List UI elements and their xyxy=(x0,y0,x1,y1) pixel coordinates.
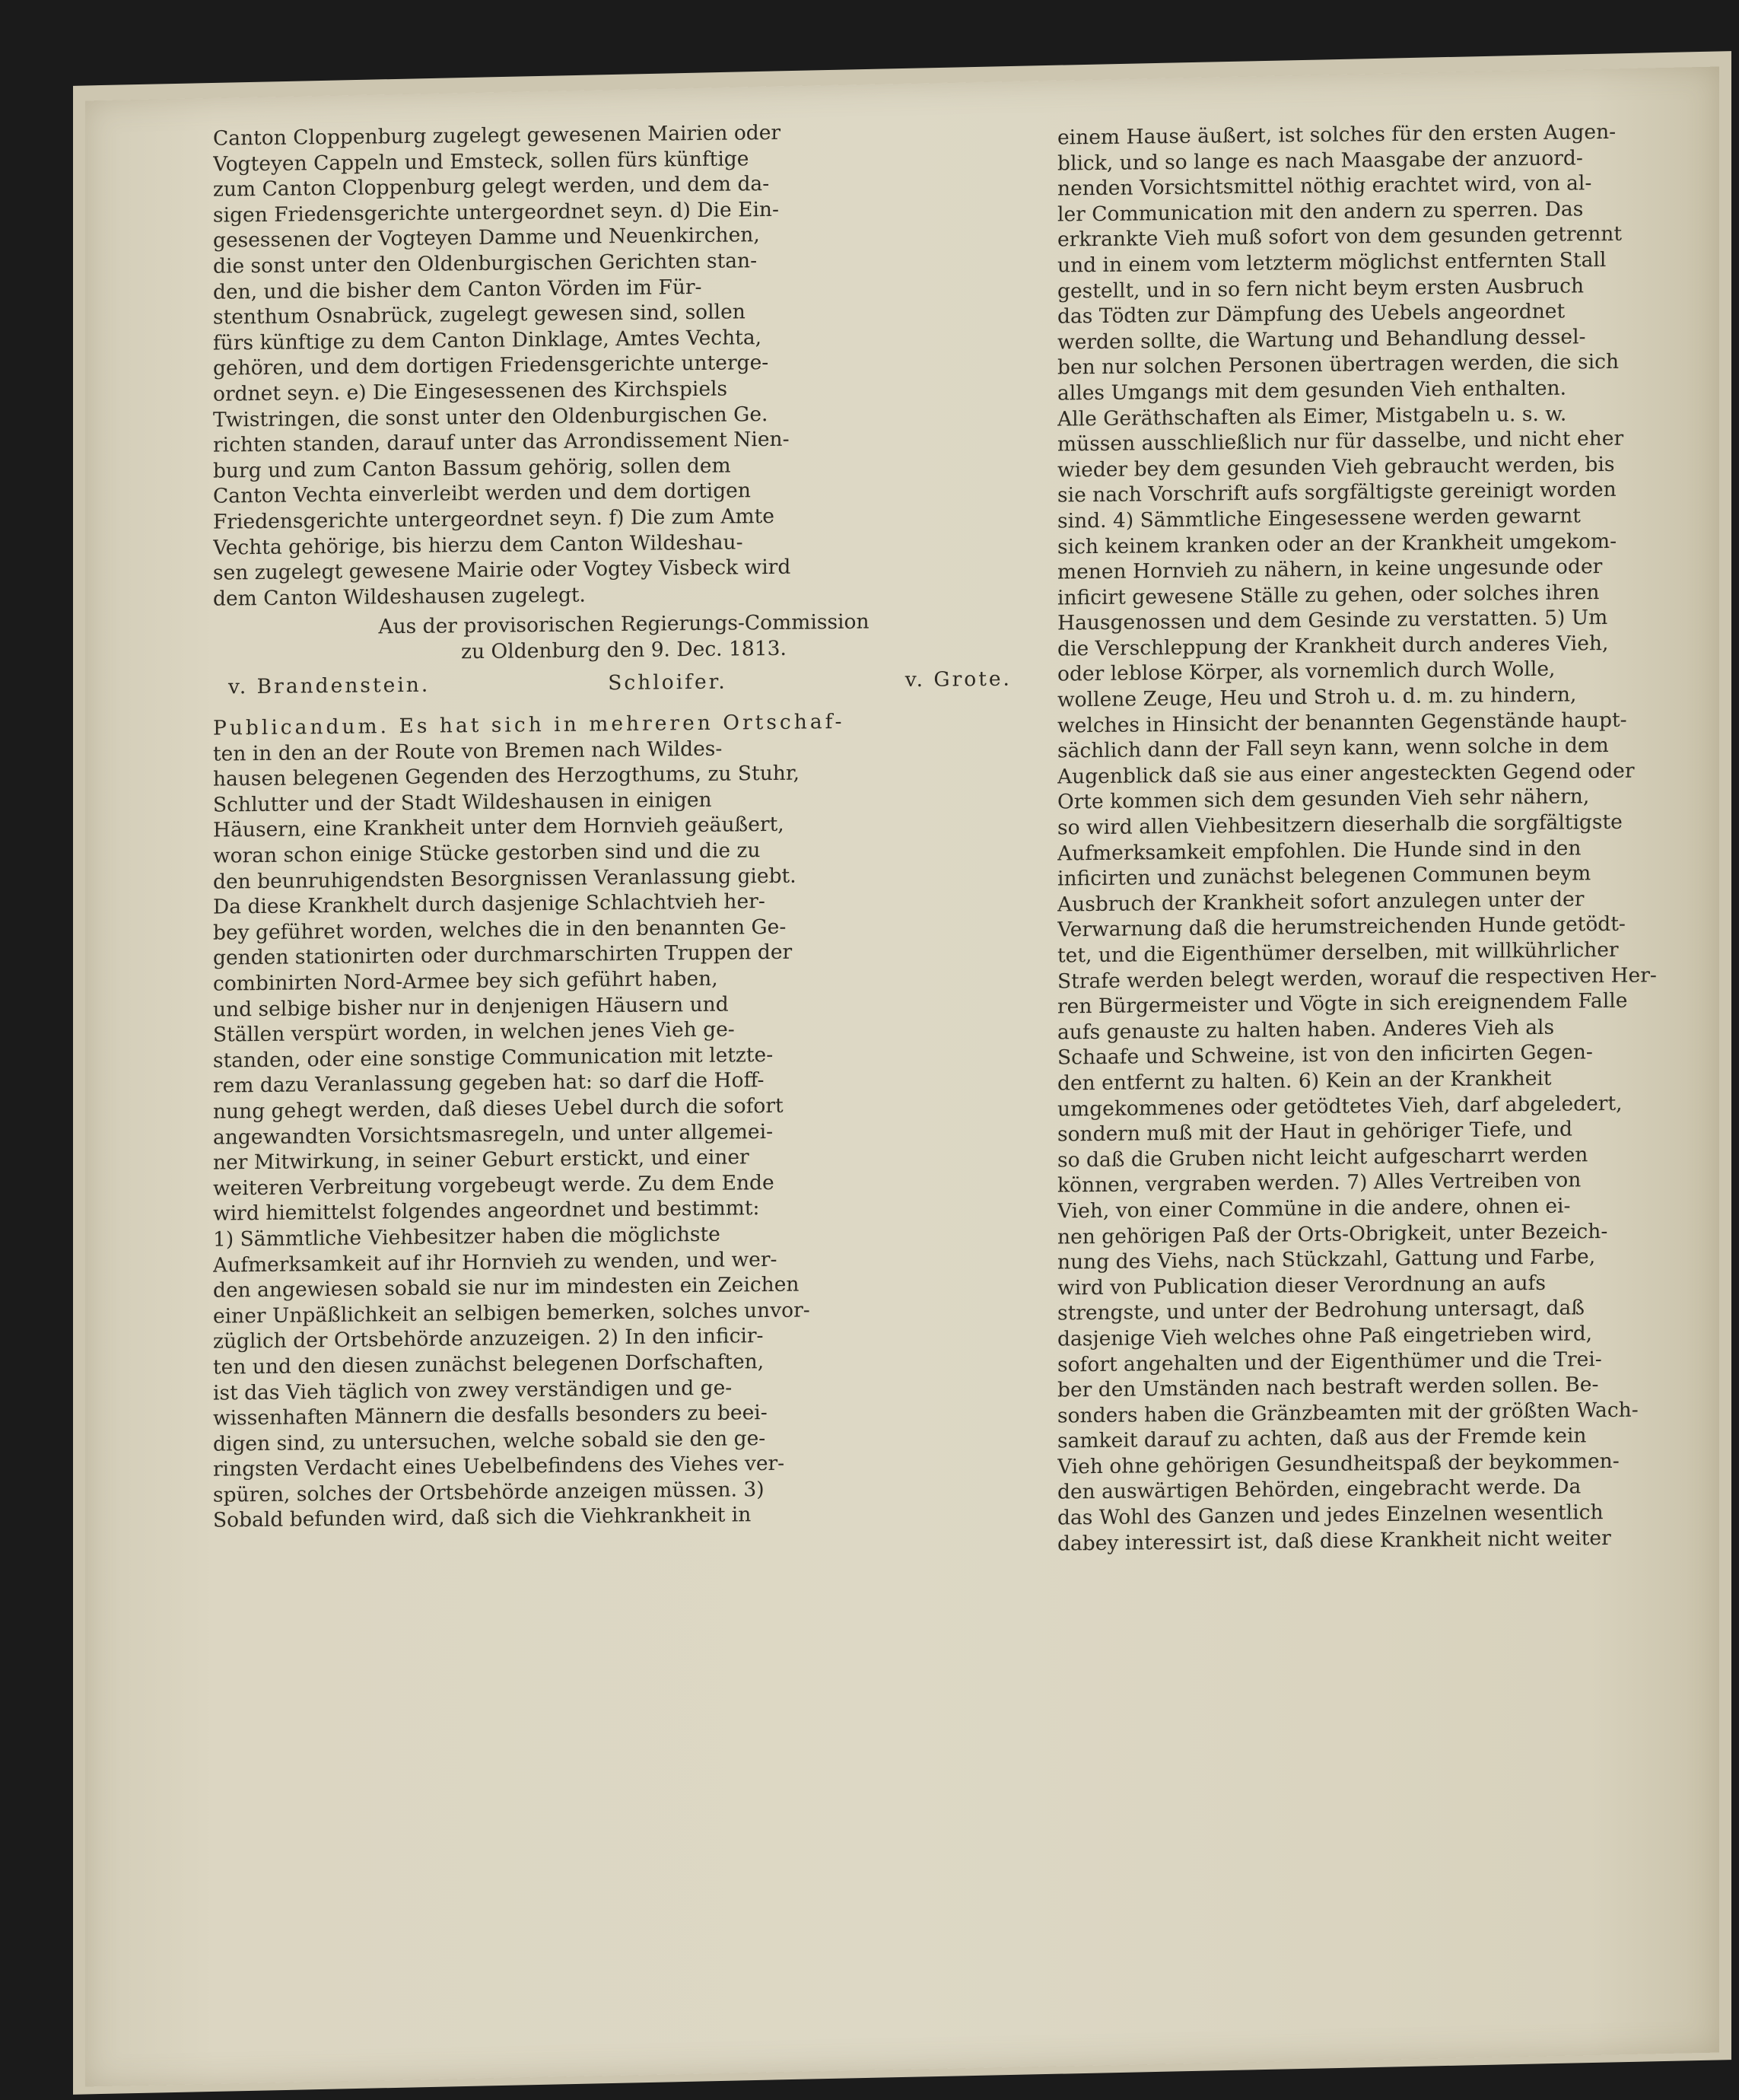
text-line: oder leblose Körper, als vornemlich durch Wolle, xyxy=(1057,657,1556,687)
text-line: samkeit darauf zu achten, daß aus der Fremde kein xyxy=(1057,1424,1587,1453)
text-line: strengste, und unter der Bedrohung untersagt, daß xyxy=(1057,1296,1585,1325)
text-line: Friedensgerichte untergeordnet seyn. f) Die zum Amte xyxy=(213,504,774,534)
text-line: dem Canton Wildeshausen zugelegt. xyxy=(213,583,586,611)
text-line: Schlutter und der Stadt Wildeshausen in einigen xyxy=(213,788,712,817)
text-line: nenden Vorsichtsmittel nöthig erachtet wird, von al- xyxy=(1057,171,1592,201)
text-line: Canton Vechta einverleibt werden und dem dortigen xyxy=(213,479,751,508)
text-line: gehören, und dem dortigen Friedensgerichte unterge- xyxy=(213,351,769,380)
right-column xyxy=(1057,118,1719,1556)
text-line: nung gehegt werden, daß dieses Uebel durch die sofort xyxy=(213,1093,784,1124)
text-line: Vieh, von einer Commüne in die andere, ohnen ei- xyxy=(1057,1194,1571,1223)
text-line: ber den Umständen nach bestraft werden sollen. Be- xyxy=(1057,1373,1599,1402)
text-line: nen gehörigen Paß der Orts-Obrigkeit, unter Bezeich- xyxy=(1057,1219,1608,1249)
text-line: ordnet seyn. e) Die Eingesessenen des Kirchspiels xyxy=(213,377,728,406)
text-line: weiteren Verbreitung vorgebeugt werde. Zu dem Ende xyxy=(213,1170,774,1201)
text-line: rem dazu Veranlassung gegeben hat: so darf die Hoff- xyxy=(213,1068,765,1099)
text-line: digen sind, zu untersuchen, welche sobald sie den ge- xyxy=(213,1426,766,1456)
text-line: sofort angehalten und der Eigenthümer und die Trei- xyxy=(1057,1347,1602,1377)
text-line: die Verschleppung der Krankheit durch anderes Vieh, xyxy=(1057,631,1609,661)
text-line: Publicandum. Es hat sich in mehreren Ortschaf- xyxy=(213,710,845,740)
text-line: inficirt gewesene Ställe zu gehen, oder solches ihren xyxy=(1057,580,1600,610)
text-line: zum Canton Cloppenburg gelegt werden, und dem da- xyxy=(213,172,770,202)
text-line: ler Communication mit den andern zu sperren. Das xyxy=(1057,197,1584,227)
text-line: 1) Sämmtliche Viehbesitzer haben die möglichste xyxy=(213,1222,720,1252)
text-line: sächlich dann der Fall seyn kann, wenn solche in dem xyxy=(1057,733,1609,763)
text-line: dasjenige Vieh welches ohne Paß eingetrieben wird, xyxy=(1057,1322,1593,1351)
text-line: aufs genauste zu halten haben. Anderes Vieh als xyxy=(1057,1015,1555,1045)
text-line: Hausgenossen und dem Gesinde zu verstatten. 5) Um xyxy=(1057,606,1608,635)
attribution-date: zu Oldenburg den 9. Dec. 1813. xyxy=(461,636,787,664)
text-line: ner Mitwirkung, in seiner Geburt erstickt, und einer xyxy=(213,1145,749,1175)
text-line: können, vergraben werden. 7) Alles Vertreiben von xyxy=(1057,1168,1582,1198)
text-line: sonders haben die Gränzbeamten mit der größten Wach- xyxy=(1057,1398,1639,1428)
text-line: das Tödten zur Dämpfung des Uebels angeordnet xyxy=(1057,299,1566,329)
text-line: welches in Hinsicht der benannten Gegenstände haupt- xyxy=(1057,708,1627,738)
text-line: den, und die bisher dem Canton Vörden im Für- xyxy=(213,275,702,304)
text-line: genden stationirten oder durchmarschirten Truppen der xyxy=(213,940,793,971)
text-line: ren Bürgermeister und Vögte in sich ereignendem Falle xyxy=(1057,988,1628,1019)
text-line: ten und den diesen zunächst belegenen Dorfschaften, xyxy=(213,1349,765,1379)
text-line: dabey interessirt ist, daß diese Krankheit nicht weiter xyxy=(1057,1526,1611,1556)
paragraph-publicandum xyxy=(213,707,1035,1533)
text-line: sich keinem kranken oder an der Krankheit umgekom- xyxy=(1057,529,1617,559)
commission-attribution xyxy=(213,608,1035,667)
left-column xyxy=(213,117,1035,1533)
text-line: umgekommenes oder getödtetes Vieh, darf abgeledert, xyxy=(1057,1091,1623,1122)
text-line: burg und zum Canton Bassum gehörig, sollen dem xyxy=(213,453,731,483)
text-line: gestellt, und in so fern nicht beym ersten Ausbruch xyxy=(1057,273,1585,304)
text-line: das Wohl des Ganzen und jedes Einzelnen wesentlich xyxy=(1057,1500,1604,1530)
text-line: Aufmerksamkeit empfohlen. Die Hunde sind in den xyxy=(1057,835,1582,866)
text-line: woran schon einige Stücke gestorben sind und die zu xyxy=(213,838,761,868)
text-line: stenthum Osnabrück, zugelegt gewesen sind, sollen xyxy=(213,300,746,329)
text-line: den angewiesen sobald sie nur im mindesten ein Zeichen xyxy=(213,1272,800,1303)
text-line: menen Hornvieh zu nähern, in keine ungesunde oder xyxy=(1057,555,1603,584)
text-line: sigen Friedensgerichte untergeordnet seyn. d) Die Ein- xyxy=(213,197,779,228)
text-line: spüren, solches der Ortsbehörde anzeigen müssen. 3) xyxy=(213,1477,765,1507)
text-line: sie nach Vorschrift aufs sorgfältigste gereinigt worden xyxy=(1057,478,1617,508)
text-line: wird hiemittelst folgendes angeordnet und bestimmt: xyxy=(213,1196,760,1226)
signatories xyxy=(228,667,1012,700)
text-line: die sonst unter den Oldenburgischen Gerichten stan- xyxy=(213,249,758,278)
text-line: sind. 4) Sämmtliche Eingesessene werden gewarnt xyxy=(1057,504,1581,533)
text-line: ten in den an der Route von Bremen nach Wildes- xyxy=(213,737,723,766)
text-line: Vieh ohne gehörigen Gesundheitspaß der beykommen- xyxy=(1057,1449,1620,1479)
text-line: züglich der Ortsbehörde anzuzeigen. 2) In den inficir- xyxy=(213,1324,764,1354)
text-line: so daß die Gruben nicht leicht aufgescharrt werden xyxy=(1057,1143,1588,1172)
text-line: Schaafe und Schweine, ist von den inficirten Gegen- xyxy=(1057,1040,1593,1070)
text-line: Sobald befunden wird, daß sich die Viehkrankheit in xyxy=(213,1503,752,1533)
signer-schloifer: Schloifer. xyxy=(608,670,727,695)
text-line: wird von Publication dieser Verordnung an aufs xyxy=(1057,1271,1546,1300)
text-line: Häusern, eine Krankheit unter dem Hornvieh geäußert, xyxy=(213,813,784,843)
text-line: richten standen, darauf unter das Arrondissement Nien- xyxy=(213,427,790,457)
text-line: Orte kommen sich dem gesunden Vieh sehr nähern, xyxy=(1057,784,1590,814)
attribution-line: Aus der provisorischen Regierungs-Commission xyxy=(378,609,870,639)
text-line: einer Unpäßlichkeit an selbigen bemerken, solches unvor- xyxy=(213,1298,810,1328)
text-line: Da diese Krankhelt durch dasjenige Schlachtvieh her- xyxy=(213,889,765,919)
signer-brandenstein: v. Brandenstein. xyxy=(228,673,431,699)
text-line: fürs künftige zu dem Canton Dinklage, Amtes Vechta, xyxy=(213,325,762,355)
text-line: sondern muß mit der Haut in gehöriger Tiefe, und xyxy=(1057,1117,1572,1147)
text-line: Strafe werden belegt werden, worauf die respectiven Her- xyxy=(1057,963,1657,994)
text-line: bey geführet worden, welches die in den benannten Ge- xyxy=(213,915,787,945)
text-line: und in einem vom letzterm möglichst entfernten Stall xyxy=(1057,247,1607,278)
text-line: Ställen verspürt worden, in welchen jenes Vieh ge- xyxy=(213,1017,735,1047)
text-line: Alle Geräthschaften als Eimer, Mistgabeln u. s. w. xyxy=(1057,402,1567,431)
text-line: Augenblick daß sie aus einer angesteckten Gegend oder xyxy=(1057,759,1635,789)
text-line: Vogteyen Cappeln und Emsteck, sollen fürs künftige xyxy=(213,146,749,177)
text-line: den auswärtigen Behörden, eingebracht werde. Da xyxy=(1057,1475,1582,1505)
text-line: alles Umgangs mit dem gesunden Vieh enthalten. xyxy=(1057,376,1567,406)
text-line: Ausbruch der Krankheit sofort anzulegen unter der xyxy=(1057,887,1585,917)
text-line: erkrankte Vieh muß sofort von dem gesunden getrennt xyxy=(1057,222,1623,252)
text-line: und selbige bisher nur in denjenigen Häusern und xyxy=(213,992,729,1022)
text-line: wissenhaften Männern die desfalls besonders zu beei- xyxy=(213,1401,768,1430)
text-line: Aufmerksamkeit auf ihr Hornvieh zu wenden, und wer- xyxy=(213,1247,777,1278)
text-line: Twistringen, die sonst unter den Oldenburgischen Ge. xyxy=(213,402,768,432)
text-line: wieder bey dem gesunden Vieh gebraucht werden, bis xyxy=(1057,452,1615,482)
text-line: tet, und die Eigenthümer derselben, mit willkührlicher xyxy=(1057,937,1619,968)
text-line: Verwarnung daß die herumstreichenden Hunde getödt- xyxy=(1057,912,1626,942)
text-line: inficirten und zunächst belegenen Communen beym xyxy=(1057,861,1591,891)
text-line: müssen ausschließlich nur für dasselbe, und nicht eher xyxy=(1057,426,1624,457)
text-line: hausen belegenen Gegenden des Herzogthums, zu Stuhr, xyxy=(213,761,800,791)
text-line: sen zugelegt gewesene Mairie oder Vogtey Visbeck wird xyxy=(213,555,791,585)
paragraph-canton-assignments xyxy=(213,117,1035,612)
text-line: angewandten Vorsichtsmasregeln, und unter allgemei- xyxy=(213,1119,774,1150)
text-line: ist das Vieh täglich von zwey verständigen und ge- xyxy=(213,1376,733,1405)
text-line: einem Hause äußert, ist solches für den ersten Augen- xyxy=(1057,119,1617,150)
text-line: blick, und so lange es nach Maasgabe der anzuord- xyxy=(1057,145,1583,176)
text-line: Vechta gehörige, bis hierzu dem Canton Wildeshau- xyxy=(213,530,743,560)
text-line: wollene Zeuge, Heu und Stroh u. d. m. zu hindern, xyxy=(1057,682,1577,712)
text-line: so wird allen Viehbesitzern dieserhalb die sorgfältigste xyxy=(1057,810,1623,840)
text-line: ringsten Verdacht eines Uebelbefindens des Viehes ver- xyxy=(213,1452,785,1481)
text-line: nung des Viehs, nach Stückzahl, Gattung und Farbe, xyxy=(1057,1245,1596,1274)
signer-grote: v. Grote. xyxy=(904,667,1012,692)
text-line: werden sollte, die Wartung und Behandlung dessel- xyxy=(1057,325,1586,355)
text-line: Canton Cloppenburg zugelegt gewesenen Mairien oder xyxy=(213,120,781,151)
text-line: gesessenen der Vogteyen Damme und Neuenkirchen, xyxy=(213,223,760,253)
text-line: standen, oder eine sonstige Communication mit letzte- xyxy=(213,1042,774,1073)
text-line: den entfernt zu halten. 6) Kein an der Krankheit xyxy=(1057,1066,1552,1096)
text-line: combinirten Nord-Armee bey sich geführt haben, xyxy=(213,966,718,996)
text-line: den beunruhigendsten Besorgnissen Veranlassung giebt. xyxy=(213,864,796,894)
text-line: ben nur solchen Personen übertragen werden, die sich xyxy=(1057,350,1620,380)
